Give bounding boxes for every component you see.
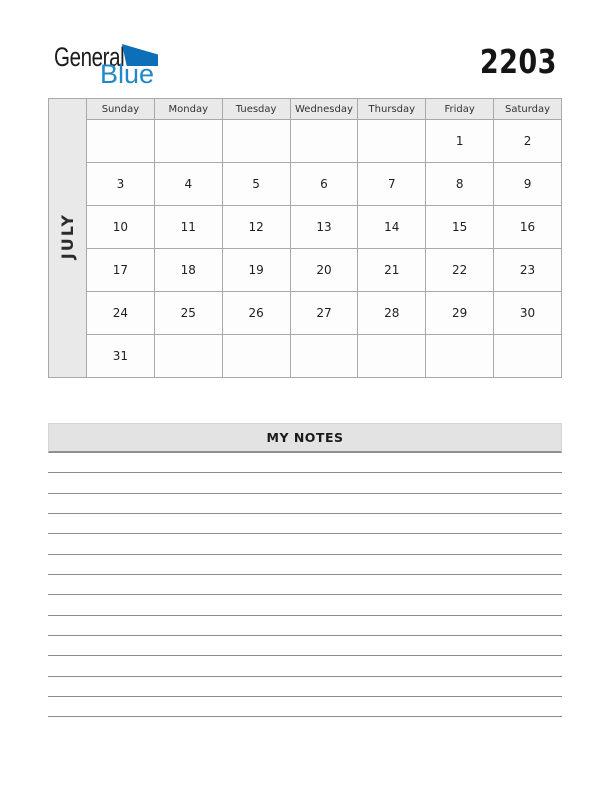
day-cell-24: 24 xyxy=(87,292,155,335)
month-label: JULY xyxy=(57,212,77,260)
day-cell-2: 2 xyxy=(494,120,562,163)
empty-day-cell xyxy=(358,120,426,163)
week-row xyxy=(49,120,562,163)
note-line xyxy=(48,575,562,595)
weekday-header-wednesday: Wednesday xyxy=(290,99,358,120)
day-cell-19: 19 xyxy=(222,249,290,292)
weekday-header-tuesday: Tuesday xyxy=(222,99,290,120)
day-cell-28: 28 xyxy=(358,292,426,335)
weekday-row xyxy=(49,99,562,120)
day-cell-14: 14 xyxy=(358,206,426,249)
note-line xyxy=(48,514,562,534)
month-label-cell xyxy=(49,99,87,378)
logo-text-general: General xyxy=(54,42,125,72)
note-line xyxy=(48,473,562,493)
note-line xyxy=(48,616,562,636)
day-cell-18: 18 xyxy=(154,249,222,292)
note-line xyxy=(48,636,562,656)
empty-day-cell xyxy=(154,120,222,163)
empty-day-cell xyxy=(290,120,358,163)
weekday-header-thursday: Thursday xyxy=(358,99,426,120)
week-row xyxy=(49,206,562,249)
calendar-table xyxy=(48,98,562,378)
day-cell-20: 20 xyxy=(290,249,358,292)
day-cell-5: 5 xyxy=(222,163,290,206)
note-line xyxy=(48,697,562,717)
day-cell-23: 23 xyxy=(494,249,562,292)
note-line xyxy=(48,595,562,615)
weekday-header-sunday: Sunday xyxy=(87,99,155,120)
day-cell-6: 6 xyxy=(290,163,358,206)
note-line xyxy=(48,555,562,575)
day-cell-30: 30 xyxy=(494,292,562,335)
day-cell-31: 31 xyxy=(87,335,155,378)
day-cell-11: 11 xyxy=(154,206,222,249)
day-cell-21: 21 xyxy=(358,249,426,292)
empty-day-cell xyxy=(494,335,562,378)
day-cell-27: 27 xyxy=(290,292,358,335)
day-cell-17: 17 xyxy=(87,249,155,292)
empty-day-cell xyxy=(222,120,290,163)
day-cell-26: 26 xyxy=(222,292,290,335)
day-cell-3: 3 xyxy=(87,163,155,206)
general-blue-logo xyxy=(54,42,174,94)
day-cell-12: 12 xyxy=(222,206,290,249)
day-cell-25: 25 xyxy=(154,292,222,335)
day-cell-15: 15 xyxy=(426,206,494,249)
year-heading: 2203 xyxy=(480,42,557,81)
empty-day-cell xyxy=(154,335,222,378)
day-cell-7: 7 xyxy=(358,163,426,206)
day-cell-16: 16 xyxy=(494,206,562,249)
empty-day-cell xyxy=(87,120,155,163)
day-cell-22: 22 xyxy=(426,249,494,292)
notes-lines xyxy=(48,453,562,717)
weekday-header-saturday: Saturday xyxy=(494,99,562,120)
empty-day-cell xyxy=(222,335,290,378)
weekday-header-friday: Friday xyxy=(426,99,494,120)
week-row xyxy=(49,163,562,206)
empty-day-cell xyxy=(426,335,494,378)
day-cell-1: 1 xyxy=(426,120,494,163)
note-line xyxy=(48,677,562,697)
note-line xyxy=(48,656,562,676)
calendar xyxy=(48,98,562,378)
week-row xyxy=(49,335,562,378)
calendar-table-body xyxy=(49,99,562,378)
week-row xyxy=(49,249,562,292)
day-cell-29: 29 xyxy=(426,292,494,335)
day-cell-9: 9 xyxy=(494,163,562,206)
weekday-header-monday: Monday xyxy=(154,99,222,120)
empty-day-cell xyxy=(358,335,426,378)
day-cell-8: 8 xyxy=(426,163,494,206)
note-line xyxy=(48,534,562,554)
day-cell-13: 13 xyxy=(290,206,358,249)
week-row xyxy=(49,292,562,335)
note-line xyxy=(48,494,562,514)
day-cell-10: 10 xyxy=(87,206,155,249)
logo-text-blue: Blue xyxy=(100,59,155,89)
notes-header: MY NOTES xyxy=(48,423,562,453)
empty-day-cell xyxy=(290,335,358,378)
day-cell-4: 4 xyxy=(154,163,222,206)
note-line xyxy=(48,453,562,473)
